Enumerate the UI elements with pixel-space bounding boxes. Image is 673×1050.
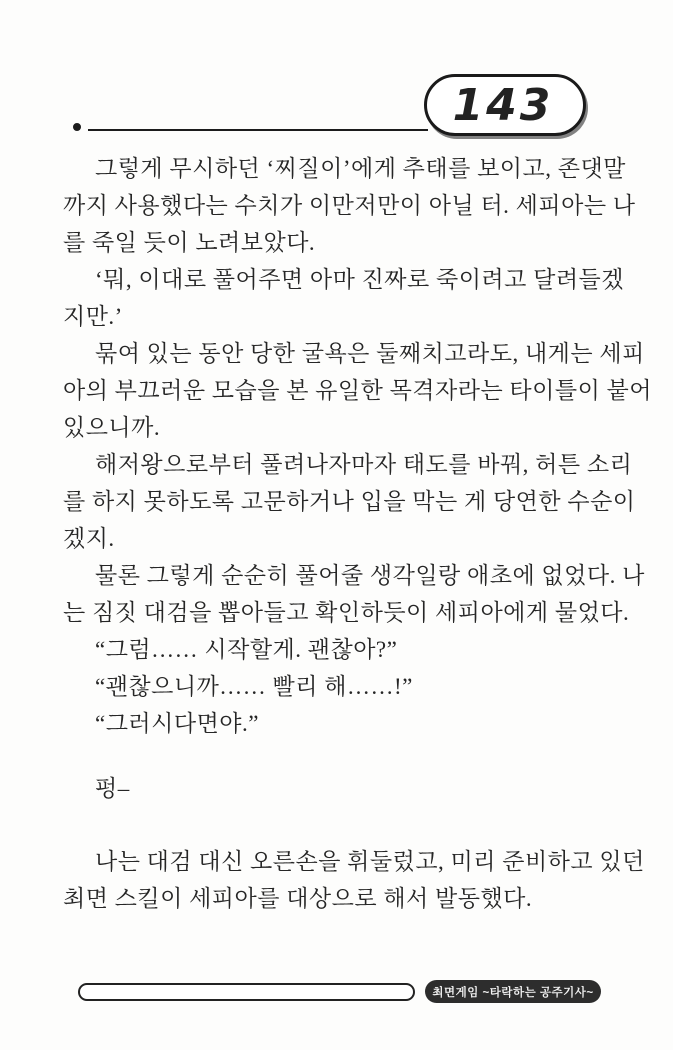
paragraph (63, 705, 613, 742)
paragraph (63, 668, 613, 705)
text-line: 겠지. (63, 526, 115, 551)
book-title-badge (425, 980, 601, 1003)
text-line: 아의 부끄러운 모습을 본 유일한 목격자라는 타이틀이 붙어 (63, 378, 652, 403)
paragraph (63, 446, 636, 557)
text-line: 해저왕으로부터 풀려나자마자 태도를 바꿔, 허튼 소리 (95, 452, 633, 477)
text-line: 를 죽일 듯이 노려보았다. (63, 230, 316, 255)
page-number-badge (424, 74, 586, 136)
footer-pill (78, 983, 415, 1001)
paragraph (63, 261, 624, 335)
text-line: 나는 대검 대신 오른손을 휘둘렀고, 미리 준비하고 있던 (95, 849, 645, 874)
paragraph (63, 150, 636, 261)
text-line: 까지 사용했다는 수치가 이만저만이 아닐 터. 세피아는 나 (63, 193, 636, 218)
page-number: 143 (452, 79, 554, 131)
body-text (63, 150, 652, 917)
text-line: 는 짐짓 대검을 뽑아들고 확인하듯이 세피아에게 물었다. (63, 600, 630, 625)
book-title: 최면게임 ~타락하는 공주기사~ (432, 986, 594, 999)
text-line: 묶여 있는 동안 당한 굴욕은 둘째치고라도, 내게는 세피 (95, 341, 645, 366)
text-line: “괜찮으니까…… 빨리 해……!” (95, 674, 413, 699)
header-rule (88, 129, 428, 131)
ring-icon (73, 123, 81, 131)
text-line: 물론 그렇게 순순히 풀어줄 생각일랑 애초에 없었다. 나 (95, 563, 645, 588)
text-line: ‘뭐, 이대로 풀어주면 아마 진짜로 죽이려고 달려들겠 (95, 267, 624, 292)
text-line: “그러시다면야.” (95, 711, 259, 736)
text-line: 최면 스킬이 세피아를 대상으로 해서 발동했다. (63, 886, 533, 911)
paragraph (63, 335, 652, 446)
text-line: 펑– (95, 776, 130, 801)
paragraph (63, 770, 613, 807)
text-line: 그렇게 무시하던 ‘찌질이’에게 추태를 보이고, 존댓말 (95, 156, 626, 181)
paragraph (63, 843, 645, 917)
text-line: “그럼…… 시작할게. 괜찮아?” (95, 637, 398, 662)
text-line: 지만.’ (63, 304, 123, 329)
paragraph (63, 557, 645, 631)
paragraph (63, 631, 613, 668)
text-line: 를 하지 못하도록 고문하거나 입을 막는 게 당연한 수순이 (63, 489, 636, 514)
text-line: 있으니까. (63, 415, 161, 440)
